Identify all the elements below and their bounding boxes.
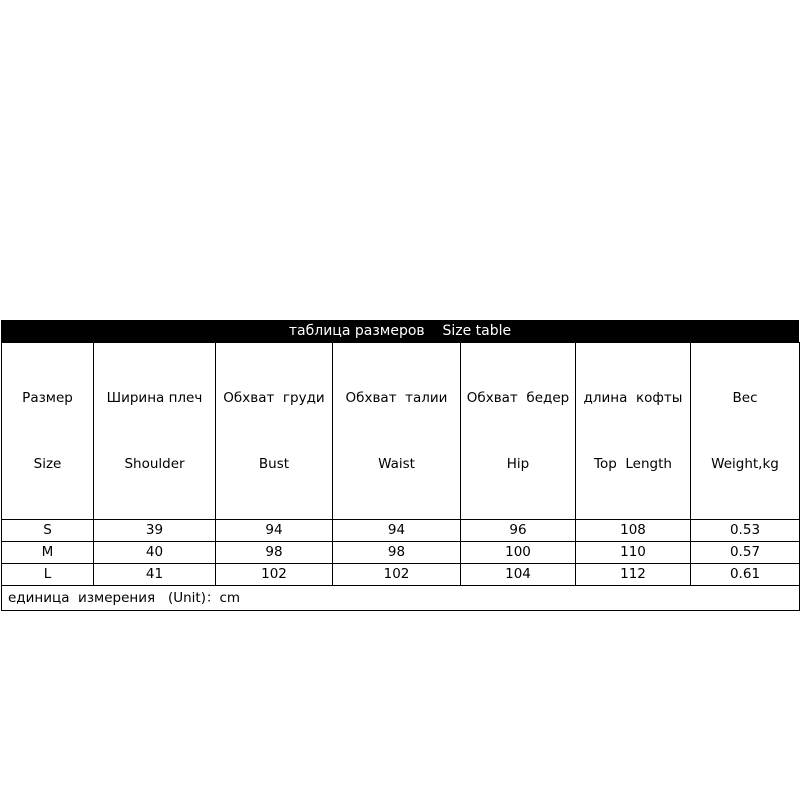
table-row-m — [2, 542, 800, 564]
column-header-shoulder — [94, 343, 216, 520]
unit-note-row — [2, 586, 800, 611]
column-header-label-ru: Обхват бедер — [466, 390, 570, 406]
column-header-label-en: Bust — [258, 456, 290, 472]
weight-cell: 0.53 — [691, 520, 800, 542]
weight-cell: 0.57 — [691, 542, 800, 564]
size-cell: L — [2, 564, 94, 586]
waist-cell: 102 — [333, 564, 461, 586]
bust-cell: 102 — [216, 564, 333, 586]
size-table-container — [1, 320, 799, 611]
column-header-label-en: Weight,kg — [711, 456, 779, 472]
weight-cell: 0.61 — [691, 564, 800, 586]
size-cell: M — [2, 542, 94, 564]
top-length-cell: 112 — [576, 564, 691, 586]
shoulder-cell: 39 — [94, 520, 216, 542]
table-row-l — [2, 564, 800, 586]
top-length-cell: 108 — [576, 520, 691, 542]
column-header-label-ru: длина кофты — [583, 390, 683, 406]
hip-cell: 104 — [461, 564, 576, 586]
column-header-label-en: Top Length — [594, 456, 672, 472]
bust-cell: 94 — [216, 520, 333, 542]
unit-note: единица измерения (Unit)：cm — [2, 586, 800, 611]
column-header-label-en: Waist — [378, 456, 415, 472]
column-header-label-ru: Обхват талии — [345, 390, 448, 406]
hip-cell: 96 — [461, 520, 576, 542]
column-header-waist — [333, 343, 461, 520]
shoulder-cell: 40 — [94, 542, 216, 564]
shoulder-cell: 41 — [94, 564, 216, 586]
column-header-label-ru: Обхват груди — [223, 390, 325, 406]
table-row-s — [2, 520, 800, 542]
bust-cell: 98 — [216, 542, 333, 564]
size-table — [1, 342, 800, 611]
column-header-label-en: Shoulder — [124, 456, 185, 472]
column-header-hip — [461, 343, 576, 520]
column-header-top-length — [576, 343, 691, 520]
header-row — [2, 343, 800, 520]
size-cell: S — [2, 520, 94, 542]
column-header-label-en: Size — [33, 456, 62, 472]
column-header-size — [2, 343, 94, 520]
column-header-label-en: Hip — [506, 456, 530, 472]
waist-cell: 98 — [333, 542, 461, 564]
hip-cell: 100 — [461, 542, 576, 564]
top-length-cell: 110 — [576, 542, 691, 564]
column-header-weight — [691, 343, 800, 520]
column-header-label-ru: Ширина плеч — [106, 390, 203, 406]
size-table-title: таблица размеров Size table — [1, 320, 799, 342]
column-header-bust — [216, 343, 333, 520]
column-header-label-ru: Размер — [22, 390, 73, 406]
column-header-label-ru: Вес — [732, 390, 758, 406]
waist-cell: 94 — [333, 520, 461, 542]
